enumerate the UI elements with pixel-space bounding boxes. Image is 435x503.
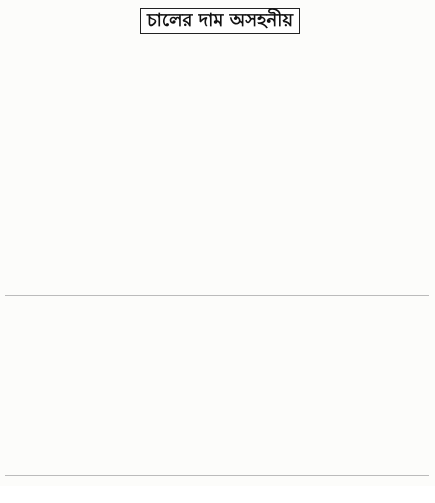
article-body-line <box>5 55 429 72</box>
article-body-line <box>5 221 429 238</box>
article-body-line <box>5 420 429 437</box>
article-body-line <box>5 469 429 486</box>
article-body <box>5 38 429 503</box>
article-body-line <box>5 254 429 271</box>
article-body-line <box>5 320 429 337</box>
article-body-line <box>5 154 429 171</box>
article-body-line <box>5 270 429 287</box>
article-body-line <box>5 386 429 403</box>
section-divider <box>5 475 429 476</box>
article-headline: চালের দাম অসহনীয় <box>146 10 294 31</box>
section-divider <box>5 295 429 296</box>
article-body-line <box>5 237 429 254</box>
article-body-line <box>5 187 429 204</box>
article-body-line <box>5 71 429 88</box>
article-body-line <box>5 403 429 420</box>
article-body-line <box>5 88 429 105</box>
article-body-line <box>5 353 429 370</box>
article-body-line <box>5 370 429 387</box>
previous-article-cut-line <box>6 0 429 8</box>
article-body-line <box>5 436 429 453</box>
article-body-line <box>5 171 429 188</box>
article-body-line <box>5 121 429 138</box>
article-body-line <box>5 486 429 503</box>
article-body-line <box>5 138 429 155</box>
article-body-line <box>5 304 429 321</box>
article-body-line <box>5 453 429 470</box>
article-body-line <box>5 337 429 354</box>
article-body-line <box>5 204 429 221</box>
article-body-line <box>5 38 429 55</box>
article-body-line <box>5 104 429 121</box>
headline-box <box>140 8 300 34</box>
